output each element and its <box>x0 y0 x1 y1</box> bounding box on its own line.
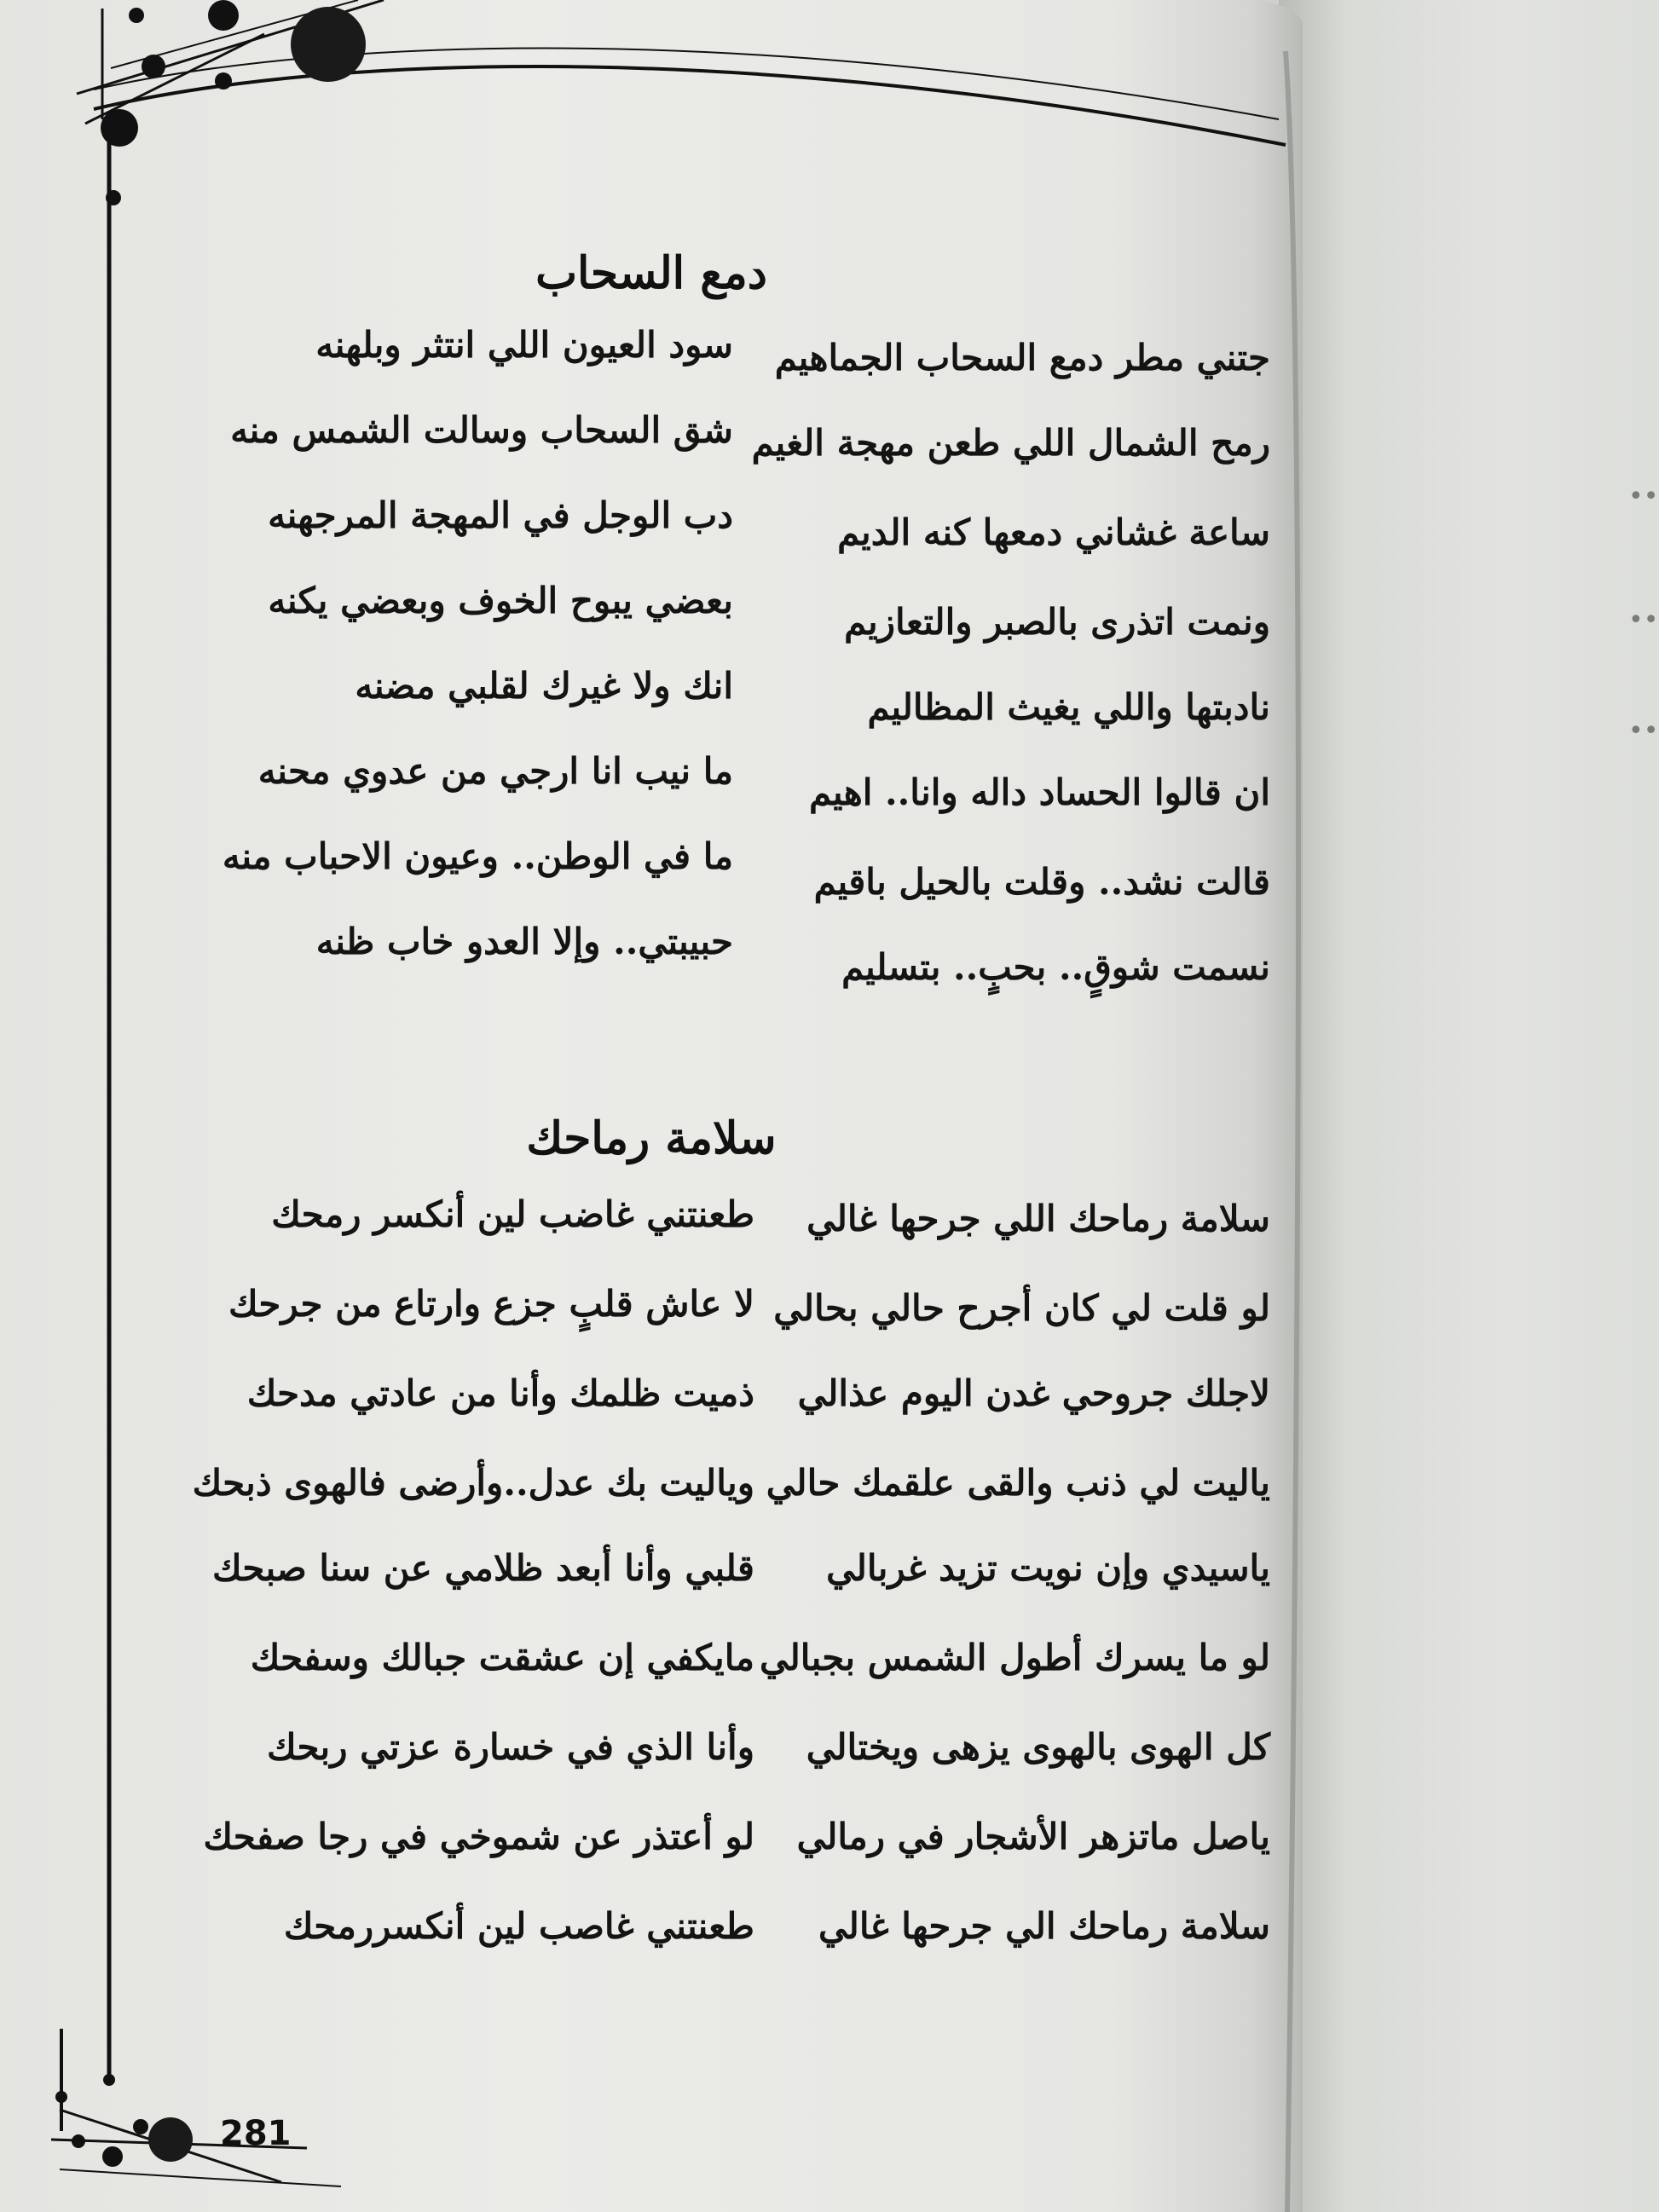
verse-line: قلبي وأنا أبعد ظلامي عن سنا صبحك <box>211 1547 754 1589</box>
verse-line: لا عاش قلبٍ جزع وارتاع من جرحك <box>228 1283 754 1325</box>
ornament-dot <box>106 190 121 205</box>
verse-line: طعنتني غاضب لين أنكسر رمحك <box>271 1193 754 1235</box>
verse-line: مايكفي إن عشقت جبالك وسفحك <box>250 1637 754 1678</box>
verse-line: جتني مطر دمع السحاب الجماهيم <box>774 337 1270 378</box>
ornament-dot <box>103 2074 115 2086</box>
ornament-dot <box>129 8 144 23</box>
verse-line: رمح الشمال اللي طعن مهجة الغيم <box>751 422 1270 464</box>
poem-left-column <box>149 0 754 2046</box>
ornament-dot <box>101 109 138 147</box>
background-mark: •• <box>1628 605 1659 635</box>
verse-line: دب الوجل في المهجة المرجهنه <box>268 494 733 536</box>
verse-line: ان قالوا الحساد داله وانا.. اهيم <box>808 771 1270 813</box>
verse-line: لو ما يسرك أطول الشمس بجبالي <box>760 1637 1270 1678</box>
verse-line: ما نيب انا ارجي من عدوي محنه <box>257 750 733 792</box>
verse-line: شق السحاب وسالت الشمس منه <box>230 409 733 451</box>
verse-line: طعنتني غاصب لين أنكسررمحك <box>283 1905 754 1947</box>
verse-line: ونمت اتذرى بالصبر والتعازيم <box>844 601 1270 643</box>
poem-right-column <box>760 0 1270 2046</box>
verse-line: ما في الوطن.. وعيون الاحباب منه <box>222 835 733 877</box>
verse-line: لو قلت لي كان أجرح حالي بحالي <box>773 1287 1270 1329</box>
ornament-dot <box>72 2134 85 2148</box>
verse-line: ذميت ظلمك وأنا من عادتي مدحك <box>246 1372 754 1414</box>
verse-line: سلامة رماحك اللي جرحها غالي <box>806 1198 1270 1239</box>
background-mark: •• <box>1628 482 1659 511</box>
poem-title: دمع السحاب <box>535 247 767 299</box>
verse-line: وياليت بك عدل..وأرضى فالهوى ذبحك <box>192 1462 754 1504</box>
verse-line: سلامة رماحك الي جرحها غالي <box>818 1905 1270 1947</box>
verse-line: وأنا الذي في خسارة عزتي ربحك <box>267 1726 754 1768</box>
verse-line: نسمت شوقٍ.. بحبٍ.. بتسليم <box>841 946 1270 988</box>
verse-line: لو أعتذر عن شموخي في رجا صفحك <box>203 1816 754 1857</box>
verse-line: انك ولا غيرك لقلبي مضنه <box>355 665 733 707</box>
background-mark: •• <box>1628 716 1659 746</box>
verse-line: كل الهوى بالهوى يزهى ويختالي <box>806 1726 1270 1768</box>
ornament-dot <box>55 2091 67 2103</box>
verse-line: ياصل ماتزهر الأشجار في رمالي <box>796 1816 1270 1857</box>
ornament-dot <box>148 2117 193 2162</box>
ornament-dot <box>102 2146 123 2167</box>
poem-title: سلامة رماحك <box>526 1112 777 1164</box>
verse-line: سود العيون اللي انتثر وبلهنه <box>315 324 733 366</box>
verse-line: ياليت لي ذنب والقى علقمك حالي <box>766 1462 1270 1504</box>
adjacent-page-background <box>1279 0 1659 2212</box>
page-number: 281 <box>220 2114 292 2153</box>
verse-line: لاجلك جروحي غدن اليوم عذالي <box>797 1372 1270 1414</box>
ornament-dot <box>133 2119 148 2134</box>
verse-line: ياسيدي وإن نويت تزيد غربالي <box>826 1547 1270 1589</box>
verse-line: نادبتها واللي يغيث المظاليم <box>867 686 1270 728</box>
verse-line: قالت نشد.. وقلت بالحيل باقيم <box>813 861 1270 903</box>
verse-line: ساعة غشاني دمعها كنه الديم <box>837 511 1270 553</box>
verse-line: بعضي يبوح الخوف وبعضي يكنه <box>268 580 733 621</box>
verse-line: حبيبتي.. وإلا العدو خاب ظنه <box>315 921 733 962</box>
